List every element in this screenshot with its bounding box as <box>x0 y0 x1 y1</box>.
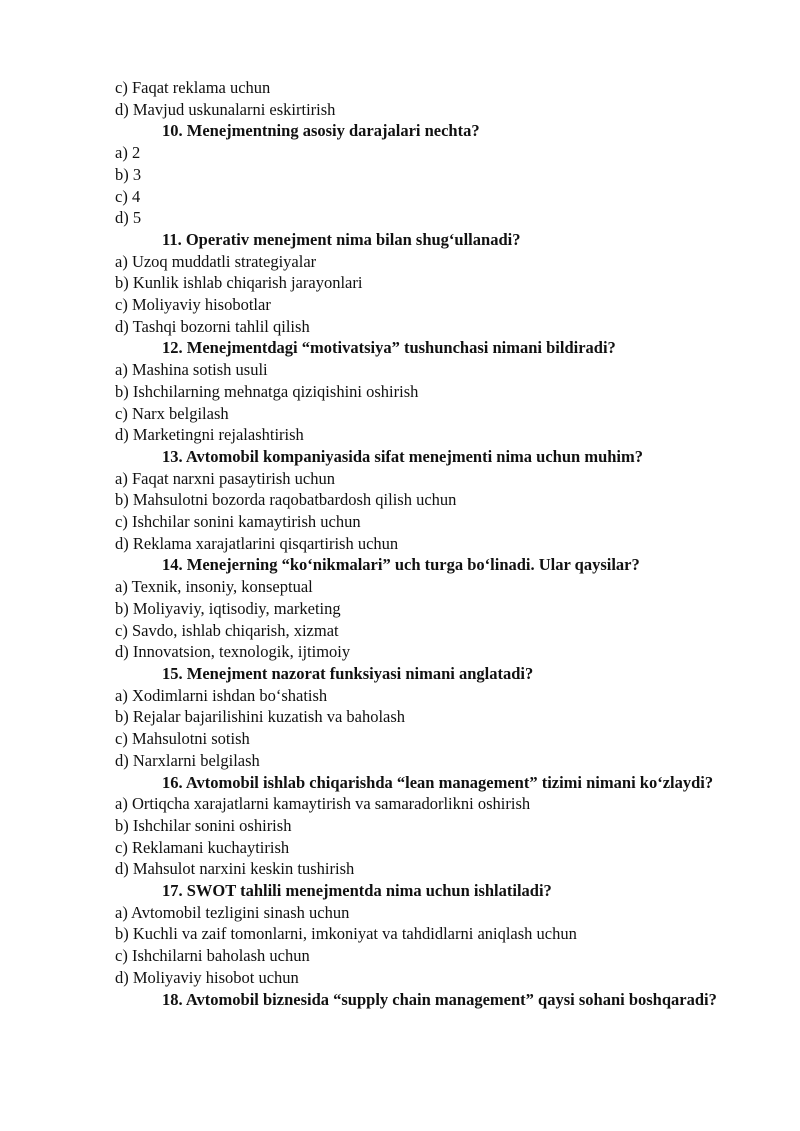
document-page <box>115 77 725 1010</box>
question-heading: 17. SWOT tahlili menejmentda nima uchun ishlatiladi? <box>162 881 552 901</box>
answer-option: c) Moliyaviy hisobotlar <box>115 295 271 315</box>
answer-option: b) Kunlik ishlab chiqarish jarayonlari <box>115 273 363 293</box>
answer-option: a) Avtomobil tezligini sinash uchun <box>115 902 350 922</box>
question-heading: 11. Operativ menejment nima bilan shug‘ullanadi? <box>162 229 521 249</box>
answer-option: b) Kuchli va zaif tomonlarni, imkoniyat va tahdidlarni aniqlash uchun <box>115 924 577 944</box>
answer-option: b) Moliyaviy, iqtisodiy, marketing <box>115 598 341 618</box>
answer-option: d) Moliyaviy hisobot uchun <box>115 967 299 987</box>
answer-option: d) Mavjud uskunalarni eskirtirish <box>115 99 336 119</box>
answer-option: d) 5 <box>115 208 142 228</box>
answer-option: c) Faqat reklama uchun <box>115 78 271 97</box>
question-heading: 12. Menejmentdagi “motivatsiya” tushunchasi nimani bildiradi? <box>162 338 616 358</box>
answer-option: b) Mahsulotni bozorda raqobatbardosh qilish uchun <box>115 490 457 510</box>
answer-option: a) Uzoq muddatli strategiyalar <box>115 251 317 271</box>
answer-option: c) Narx belgilash <box>115 403 229 423</box>
answer-option: d) Narxlarni belgilash <box>115 750 260 770</box>
answer-option: c) Savdo, ishlab chiqarish, xizmat <box>115 620 339 640</box>
answer-option: c) Ishchilar sonini kamaytirish uchun <box>115 512 361 532</box>
answer-option: a) Texnik, insoniy, konseptual <box>115 577 313 597</box>
answer-option: c) Ishchilarni baholash uchun <box>115 946 310 966</box>
question-heading: 15. Menejment nazorat funksiyasi nimani anglatadi? <box>162 663 534 683</box>
answer-option: c) Mahsulotni sotish <box>115 729 250 749</box>
answer-option: a) Mashina sotish usuli <box>115 360 268 380</box>
question-heading: 18. Avtomobil biznesida “supply chain management” qaysi sohani boshqaradi? <box>162 989 717 1009</box>
answer-option: d) Reklama xarajatlarini qisqartirish uchun <box>115 533 399 553</box>
question-heading: 14. Menejerning “ko‘nikmalari” uch turga bo‘linadi. Ular qaysilar? <box>162 555 640 575</box>
answer-option: b) Ishchilar sonini oshirish <box>115 815 292 835</box>
answer-option: a) Faqat narxni pasaytirish uchun <box>115 468 335 488</box>
question-heading: 16. Avtomobil ishlab chiqarishda “lean management” tizimi nimani ko‘zlaydi? <box>162 772 714 792</box>
answer-option: d) Tashqi bozorni tahlil qilish <box>115 316 310 336</box>
answer-option: b) 3 <box>115 164 142 184</box>
answer-option: c) Reklamani kuchaytirish <box>115 837 290 857</box>
question-heading: 10. Menejmentning asosiy darajalari nechta? <box>162 121 480 141</box>
answer-option: d) Mahsulot narxini keskin tushirish <box>115 859 355 879</box>
answer-option: c) 4 <box>115 186 141 206</box>
answer-option: b) Rejalar bajarilishini kuzatish va baholash <box>115 707 406 727</box>
answer-option: d) Innovatsion, texnologik, ijtimoiy <box>115 642 351 662</box>
answer-option: a) Ortiqcha xarajatlarni kamaytirish va samaradorlikni oshirish <box>115 794 531 814</box>
question-heading: 13. Avtomobil kompaniyasida sifat menejmenti nima uchun muhim? <box>162 446 643 466</box>
answer-option: a) Xodimlarni ishdan bo‘shatish <box>115 685 328 705</box>
answer-option: b) Ishchilarning mehnatga qiziqishini oshirish <box>115 381 419 401</box>
answer-option: d) Marketingni rejalashtirish <box>115 425 304 445</box>
answer-option: a) 2 <box>115 143 141 163</box>
